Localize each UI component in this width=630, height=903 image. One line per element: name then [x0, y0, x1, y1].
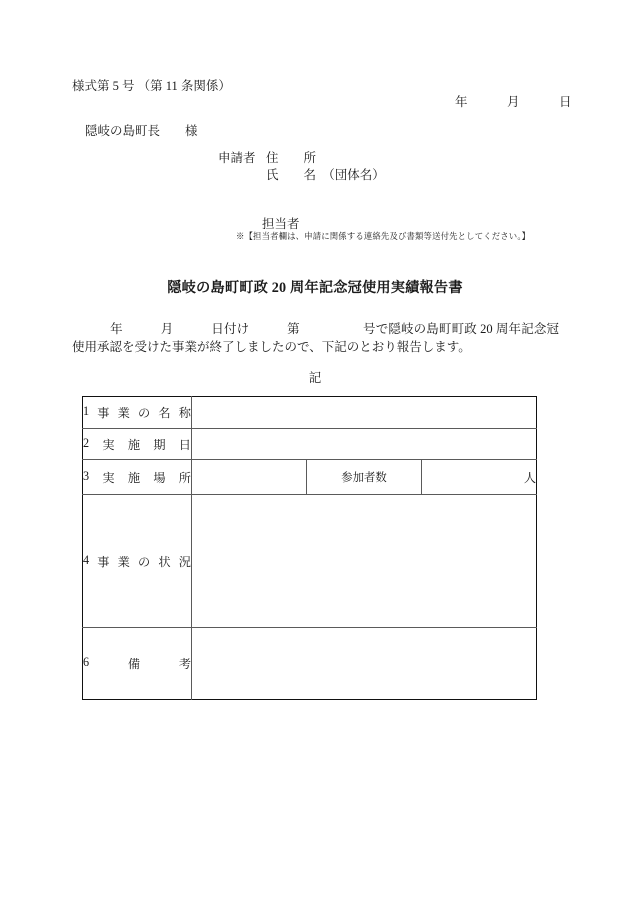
- report-table: [82, 396, 537, 700]
- page-title: 隠岐の島町町政 20 周年記念冠使用実績報告書: [167, 280, 463, 296]
- row-number: 4: [83, 552, 90, 567]
- field-remarks[interactable]: [192, 628, 537, 700]
- field-implementation-date[interactable]: [192, 429, 537, 460]
- row-number: 1: [83, 404, 90, 418]
- applicant-name-row: [218, 167, 385, 184]
- field-participants-count[interactable]: [422, 460, 537, 495]
- applicant-tag: 申請者: [218, 151, 256, 165]
- label-spread: [83, 553, 191, 570]
- row-label-project-name: [83, 397, 192, 429]
- table-row: [83, 628, 537, 700]
- label-char: 名: [158, 406, 171, 420]
- table-row: [83, 429, 537, 460]
- applicant-block: [218, 150, 385, 184]
- label-char: 考: [178, 657, 191, 671]
- row-number: 6: [83, 655, 90, 669]
- participants-unit: 人: [523, 470, 536, 485]
- table-row: [83, 460, 537, 495]
- label-char: 称: [178, 406, 191, 420]
- ki-heading: 記: [308, 371, 322, 385]
- label-char: の: [138, 554, 151, 569]
- label-spread: [83, 655, 191, 672]
- row-number: 2: [83, 435, 90, 450]
- label-char: 施: [127, 437, 141, 452]
- label-char: 業: [117, 554, 130, 569]
- row-label-remarks: [83, 628, 192, 700]
- label-char: 事: [97, 406, 110, 420]
- applicant-name-label: 氏 名 （団体名）: [266, 168, 385, 182]
- label-spread: [83, 404, 191, 421]
- label-char: の: [138, 406, 151, 420]
- field-project-status[interactable]: [192, 495, 537, 628]
- row-label-implementation-date: [83, 429, 192, 460]
- label-char: 施: [127, 470, 141, 485]
- label-char: 日: [178, 437, 191, 452]
- label-char: 況: [178, 554, 191, 569]
- body-paragraph-text: 年 月 日付け 第 号で隠岐の島町町政 20 周年記念冠使用承認を受けた事業が終了しましたので、下記のとおり報告します。: [72, 322, 559, 354]
- label-char: 備: [127, 657, 141, 671]
- contact-person-note: ※【担当者欄は、申請に関係する連絡先及び書類等送付先としてください。】: [236, 232, 531, 241]
- row-number: 3: [83, 468, 90, 483]
- applicant-address-label: 住 所: [266, 151, 317, 165]
- form-number: 様式第 5 号 （第 11 条関係）: [72, 79, 231, 93]
- addressee: 隠岐の島町長 様: [85, 124, 198, 138]
- applicant-address-row: [218, 150, 385, 167]
- label-char: 場: [153, 470, 166, 485]
- table-row: [83, 397, 537, 429]
- label-spread: [83, 436, 191, 453]
- label-char: 状: [158, 554, 171, 569]
- label-char: 業: [117, 406, 130, 420]
- body-paragraph: [72, 320, 559, 356]
- contact-person-label: 担当者: [262, 217, 300, 231]
- participants-count-label: 参加者数: [307, 460, 422, 495]
- label-char: 実: [102, 470, 115, 485]
- label-char: 期: [153, 437, 166, 452]
- field-project-name[interactable]: [192, 397, 537, 429]
- label-char: 事: [97, 554, 110, 569]
- date-line: 年 月 日: [455, 95, 573, 109]
- table-row: [83, 495, 537, 628]
- label-spread: [83, 469, 191, 486]
- label-char: 所: [178, 470, 191, 485]
- field-implementation-place[interactable]: [192, 460, 307, 495]
- row-label-project-status: [83, 495, 192, 628]
- row-label-implementation-place: [83, 460, 192, 495]
- label-char: 実: [102, 437, 115, 452]
